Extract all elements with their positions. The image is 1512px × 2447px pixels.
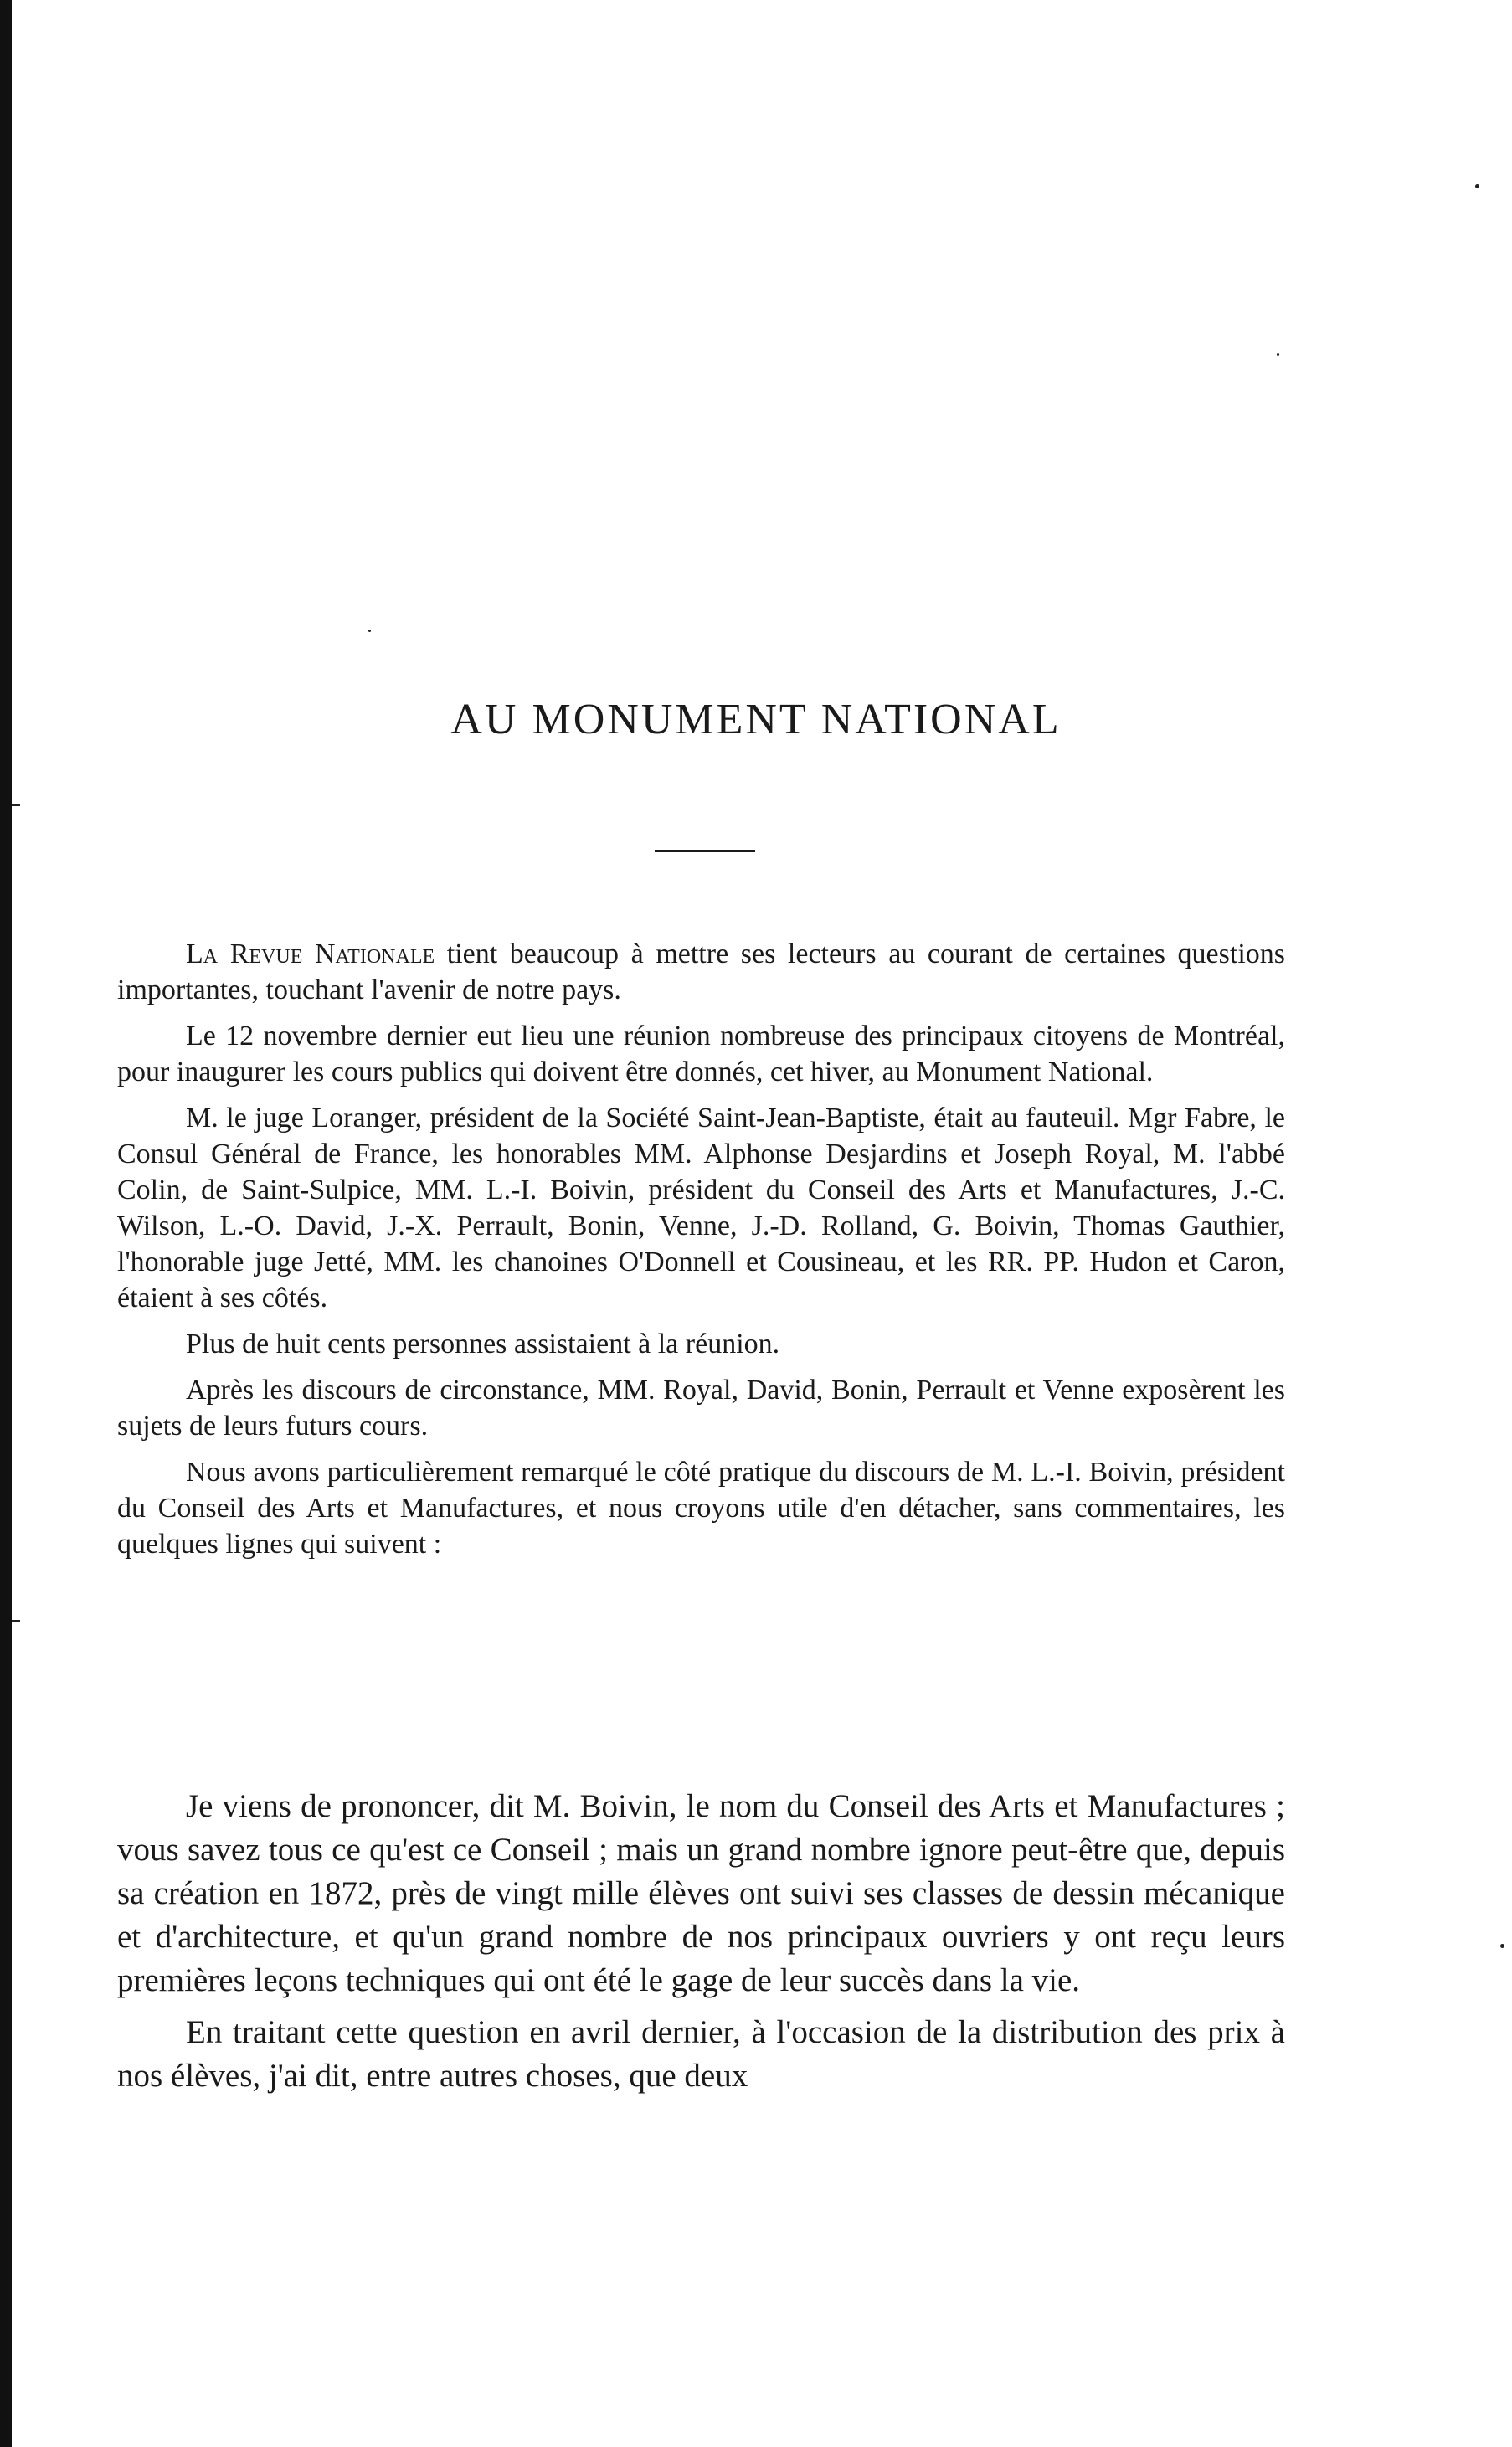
page-edge-mark bbox=[12, 1620, 20, 1622]
scan-speck bbox=[1277, 353, 1279, 356]
scan-speck bbox=[368, 630, 371, 632]
intro-paragraph: Le 12 novembre dernier eut lieu une réunion nombreuse des principaux citoyens de Montréal, pour inaugurer les cours publics qui doivent être donnés, cet hiver, au Monument National. bbox=[117, 1020, 1285, 1087]
quoted-speech bbox=[117, 1785, 1285, 2106]
intro-paragraph: Plus de huit cents personnes assistaient à la réunion. bbox=[186, 1329, 780, 1360]
scan-speck bbox=[1475, 184, 1479, 188]
page-title: AU MONUMENT NATIONAL bbox=[450, 696, 1062, 743]
quote-paragraph: En traitant cette question en avril dernier, à l'occasion de la distribution des prix à nos élèves, j'ai dit, entre autres choses, que deux bbox=[117, 2014, 1285, 2094]
page-edge-mark bbox=[12, 804, 20, 806]
intro-section bbox=[117, 936, 1285, 1572]
intro-paragraph: Nous avons particulièrement remarqué le côté pratique du discours de M. L.-I. Boivin, président du Conseil des Arts et Manufactures, et nous croyons utile d'en détacher, sans commentaires, les quelques lignes qui suivent : bbox=[117, 1457, 1285, 1560]
journal-name: La Revue Nationale bbox=[186, 938, 435, 969]
page-edge-shadow bbox=[0, 0, 12, 2447]
scan-speck bbox=[1500, 1944, 1504, 1948]
quote-paragraph: Je viens de prononcer, dit M. Boivin, le nom du Conseil des Arts et Manufactures ; vous savez tous ce qu'est ce Conseil ; mais un grand nombre ignore peut-être que, depuis sa création en 1872, près de vingt mille élèves ont suivi ses classes de dessin mécanique et d'architecture, et qu'un grand nombre de nos principaux ouvriers y ont reçu leurs premières leçons techniques qui ont été le gage de leur succès dans la vie. bbox=[117, 1788, 1285, 1998]
intro-paragraph: Après les discours de circonstance, MM. Royal, David, Bonin, Perrault et Venne exposèrent les sujets de leurs futurs cours. bbox=[117, 1375, 1285, 1442]
intro-paragraph: M. le juge Loranger, président de la Société Saint-Jean-Baptiste, était au fauteuil. Mgr Fabre, le Consul Général de France, les honorables MM. Alphonse Desjardins et Joseph Royal, M. l'abbé Colin, de Saint-Sulpice, MM. L.-I. Boivin, président du Conseil des Arts et Manufactures, J.-C. Wilson, L.-O. David, J.-X. Perrault, Bonin, Venne, J.-D. Rolland, G. Boivin, Thomas Gauthier, l'honorable juge Jetté, MM. les chanoines O'Donnell et Cousineau, et les RR. PP. Hudon et Caron, étaient à ses côtés. bbox=[117, 1103, 1285, 1313]
intro-paragraph bbox=[117, 936, 1285, 1008]
title-rule bbox=[655, 850, 755, 852]
intro-paragraph-text: tient beaucoup à mettre ses lecteurs au courant de certaines questions importantes, touchant l'avenir de notre pays. bbox=[117, 938, 1285, 1005]
